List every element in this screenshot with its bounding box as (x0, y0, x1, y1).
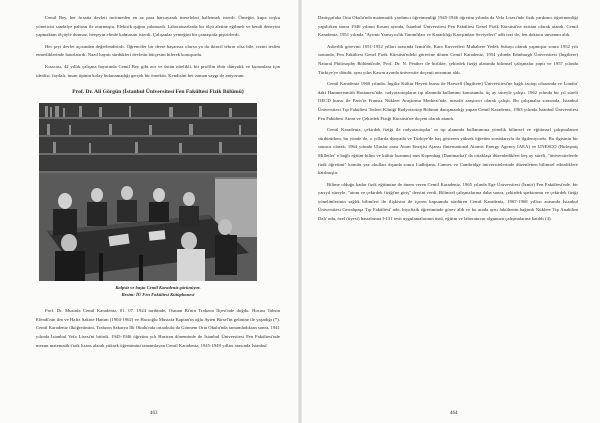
right-paragraph-2: Askerlik görevini 1951-1952 yılları arasında İzmir'de, Kara Kuvvetleri Muhabere Yedek Subayı olarak yapmıştır sonra 1952 yılı sonunda, Fen Fakültesi Genel Fizik Kürsüsü'ndeki görevine dönen Cemil Karadeniz, 1954 yılında Edinburgh Üniversitesi (İngiltere) Natural Philosophy Bölümü'nde, Prof. Dr. N. Feather ile birlikte, çekirdek fiziği alanında bilimsel çalışmalar yaptı ve 1957 yılında Türkiye'ye döndü; aynı yılın Kasım ayında üniversite doçenti unvanını aldı. (318, 43, 578, 75)
caption-line-1: Kalpsiz ve başta Cemil Karadeniz görünüyor. (115, 285, 201, 291)
right-paragraph-5: Bilime olduğu kadar fizik eğitimine de önem veren Cemil Karadeniz, 1965 yılında Ege Üniversitesi (İzmir) Fen Fakültesi'nde, bir yarıyıl süreyle, "atom ve çekirdek fiziği'ne giriş" dersini verdi. Bilimsel çalışmalarına daha sonra, çekirdek spektrumu ve çekirdek fiziği yönelimlerinin sağlık bilimleri ile ilişkisini de içeren kapsamda sürdüren Cemil Karadeniz, 1967-1968 yılları arasında İstanbul Üniversitesi Cerrahpaşa Tıp Fakültesi' nde, biyofizik öğretiminde görev aldı ve bu arada aynı fakültenin bağımlı Nükleer Tıp Anabilim Dalı' nda, özel (üyesi) hastalarına I-131 testi uygulamalarının üstü, eğitim ve laboratuvar olgunuzu çalışmalarına katıldı (4). (318, 181, 578, 222)
right-paragraph-1: Darüşşafaka Orta Okulu'nda matematik yardımcı öğretmenliği 1945-1946 öğretim yılında da Vefa Lisesi'nde fizik yardımcı öğretmenliği yapılırken sonra 1946 yılının Kasım ayında, İstanbul Üniversitesi Fen Fakültesi Genel Fizik Kürsüsü'ne asistan olarak atandı. Cemil Karadeniz, 1951 yılında "Ayrıntı Yansıyıcılık Tanımlıları ve Kararlılığı Karışımları Seviyeleri" adlı tezi ile, fen doktoru unvanını aldı. (318, 15, 578, 38)
left-paragraph-2: Her şeyi devlet açısından değerlendirirdi. Öğrenciler bir derse başarısız olursa ya da ikincil tekrar olsa bile, tezini teslim etmediklerinde hatırlatırdı. Nazıl hayatı sürdükleri devletin bütçesini bilerek konuşurdu. (36, 43, 280, 58)
photo-caption (36, 284, 280, 298)
section-title: Prof. Dr. Ali Görgün (İstanbul Üniversitesi Fen Fakültesi Fizik Bölümü) (72, 89, 244, 96)
page-number-left: 463 (150, 411, 158, 416)
page-number-right: 464 (450, 411, 458, 416)
caption-line-2: Resim: İÜ Fen Fakültesi Kütüphanesi (121, 292, 195, 298)
right-page (300, 0, 600, 423)
group-photo (39, 103, 257, 281)
right-paragraph-3: Cemil Karadeniz 1960 yılında, İngiliz Kültür Heyeti bursu ile Harwell (İngiltere) Üniversitesi'ne bağlı izotop cihazında ve Londra' daki Hammersmith Hastanesi'nde, radyoizotopların tıp alanında kullanımı konusunda, üç ay süreyle çalıştı. 1962 yılında bir yıl süreli OECD bursu ile Paris'te Fransız Nükleer Araştırma Merkezi'nde, misafir araştırıcı olarak çalıştı. Bu çalışmalar sırasında, İstanbul Üniversitesi Tıp Fakültesi Tedavi Kliniği Radyoizotop Bölümü danışmanlığı yapan Cemil Karadeniz, 1963 yılında İstanbul Üniversitesi Fen Fakültesi Atom ve Çekirdek Fiziği Kürsüsü'ne doçent olarak atandı. (318, 81, 578, 121)
right-paragraph-4: Cemil Karadeniz, çekirdek fiziği ile radyoizotoplar' ın tıp alanında kullanımına yönelik bilimsel ve eğitimsel çalışmalarını sürdürürken, bu yönde de, o yıllarda dünyada ve Türkiye'de baş gösteren yüksek öğretim sorunlarıyla da ilgileniyordu. Bu ilgisinin bir sonucu olarak, 1964 yılında Uluslar arası Atom Enerjisi Ajansı (International Atomic Energy Agency IAEA) ve UNESCO (Birleşmiş Milletler' e bağlı eğitim-bilim ve kültür kurumu) nun Kopenhag (Danimarka)' da ortaklaşa düzenledikleri beş ay süreli, "üniversitelerde fizik öğretimi" konulu yaz okulları dışında sonra Ludbijana, Cannes ve Cambridge üniversitelerinde düzenlenen bilimsel etkinliklere katılmıştır. (318, 127, 578, 176)
left-paragraph-4: Prof. Dr. Mustafa Cemil Karadeniz, 01. 07. 1924 tarihinde, Osman Bi'nin Trabzon İlçesi'nde doğdu. Hocası Tahsin Efendi'nin ilm ve Hafız Sakine Hanım (1904-1962) ve Hacıoğlu Mustafa Kaptan'ın oğlu Ayten Birsel'in gelinine ile yaşadığı (*). Cemil Karadeniz ilköğretimini, Trabzon Sakarya İlk Okulu'nda ortaokulu da Gönnem Orta Okulu'nda tamamladıktan sonra, 1941 yılında İstanbul Vefa Lisesi'ni bitirdi. 1945-1946 öğretim yılı Haziran döneminde de İstanbul Üniversitesi Fen Fakültesi'nde mezun matematik-fizik lisans alarak yüksek öğrenimini tamamlayan Cemil Karadeniz, 1945-1949 yılları arasında İstanbul (36, 308, 280, 348)
left-paragraph-1: Cemil Bey, her fırsatta devleti incitmeden en az para harcayarak meseleleri halletmek isterdi. Örneğin, kupa coşku yöneticisi sandalye paltosu ile oturmuştu. Elektrik ışığını yakmazdı. Laboratuarlarda bir ölçü aletine eğilmek ve kendi deneyini yapmaktan ölçüyle durmaz, herşeyin elinde kalmasını isterdi. Çalışanlar yemeğini bir çamaşırda pişirirlerdi. (36, 15, 280, 38)
left-paragraph-3: Kısacası, 42 yıllık çalışma hayatında Cemil Bey gibi zor ve üstün nitelikli, bir profilin öbür dünyalık ve kurumlara için idealist, faydalı, insan tipinin kolay bulunamadığı gerçek bir örnektir. Kendisini her zaman saygı ile anıyorum. (36, 63, 280, 78)
